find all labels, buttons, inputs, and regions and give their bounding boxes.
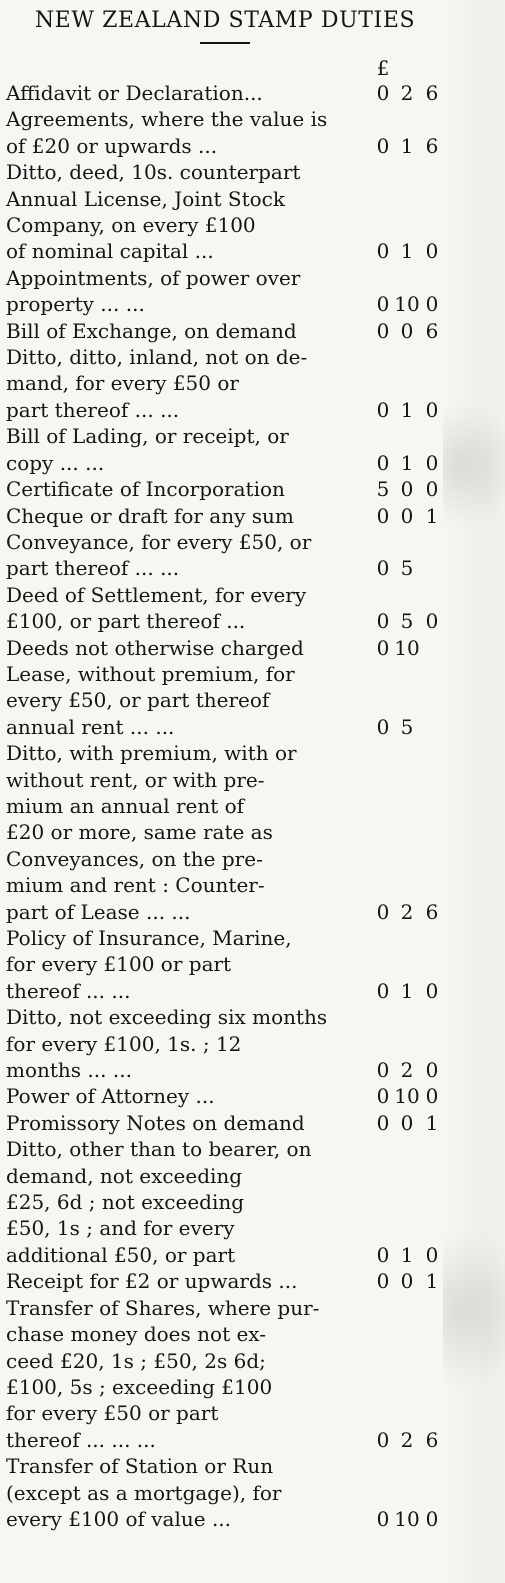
row-shillings: 5 [400,556,414,581]
table-rows [6,80,444,1532]
table-row [6,423,444,476]
row-pence: 1 [425,1269,439,1294]
table-row [6,925,444,1004]
table-row [6,1268,444,1294]
row-pence: 6 [425,318,439,343]
table-row [6,1083,444,1109]
row-shillings: 1 [400,239,414,264]
row-description: Lease, without premium, for every £50, or part thereof annual rent ... ... [6,661,295,739]
row-pounds: 0 [376,635,390,660]
row-description: Annual License, Joint Stock Company, on every £100 of nominal capital ... [6,186,286,264]
table-row [6,1136,444,1268]
row-pounds: 0 [376,978,390,1003]
row-shillings: 1 [400,133,414,158]
table-row [6,1453,444,1532]
document-page [6,6,444,1532]
row-pence: 6 [425,133,439,158]
row-shillings: 1 [400,978,414,1003]
row-pounds: 0 [376,1269,390,1294]
row-shillings: 10 [394,1084,420,1109]
row-description: Ditto, not exceeding six months for every £100, 1s. ; 12 months ... ... [6,1005,328,1083]
table-row [6,529,444,582]
row-shillings: 5 [400,609,414,634]
row-pence: 0 [425,477,439,502]
row-pence: 0 [425,609,439,634]
table-row [6,1110,444,1136]
table-row [6,1004,444,1083]
row-description: Ditto, with premium, with or without rent, or with pre- mium an annual rent of £20 or more, same rate as Conveyances, on the pre- mium and rent : Counter- part of Lease ... ... [6,741,297,924]
row-shillings: 1 [400,397,414,422]
row-description: Promissory Notes on demand [6,1110,305,1135]
row-pounds: 0 [376,81,390,105]
row-shillings: 0 [400,1269,414,1294]
row-shillings: 1 [400,450,414,475]
row-pence: 0 [425,1242,439,1267]
table-row [6,1295,444,1453]
table-header [6,56,444,80]
row-description: Deed of Settlement, for every £100, or part thereof ... [6,582,307,634]
row-pence: 0 [425,397,439,422]
ink-smudge [443,385,505,545]
row-pounds: 0 [376,1242,390,1267]
ink-smudge [443,1205,505,1415]
table-row [6,582,444,635]
table-row [6,344,444,423]
row-shillings: 0 [400,503,414,528]
row-pence: 6 [425,1427,439,1452]
header-spacer [6,56,372,80]
row-shillings: 0 [400,318,414,343]
row-pounds: 0 [376,1058,390,1083]
table-row [6,80,444,106]
row-pence: 0 [425,1506,439,1531]
row-shillings: 10 [394,635,420,660]
row-pence: 0 [425,978,439,1003]
stamp-duties-table [6,56,444,1532]
table-row [6,476,444,502]
row-description: Agreements, where the value is of £20 or upwards ... [6,107,328,158]
row-pounds: 0 [376,609,390,634]
row-pence: 0 [425,1084,439,1109]
row-description: Deeds not otherwise charged [6,635,304,660]
row-description: Certificate of Incorporation [6,477,285,502]
row-shillings: 10 [394,292,420,317]
row-pence: 6 [425,899,439,924]
row-shillings: 2 [400,1427,414,1452]
row-description: Ditto, other than to bearer, on demand, not exceeding £25, 6d ; not exceeding £50, 1s ; and for every additional £50, or part [6,1137,312,1267]
row-description: Policy of Insurance, Marine, for every £100 or part thereof ... ... [6,926,292,1003]
row-description: Conveyance, for every £50, or part thereof ... ... [6,529,312,581]
row-pence: 6 [425,81,439,105]
row-pounds: 0 [376,556,390,581]
row-description: Ditto, ditto, inland, not on de- mand, for every £50 or part thereof ... ... [6,345,308,422]
row-description: Power of Attorney ... [6,1084,215,1109]
row-pence: 1 [425,1110,439,1135]
row-pounds: 0 [376,239,390,264]
row-description: Transfer of Station or Run (except as a mortgage), for every £100 of value ... [6,1454,282,1531]
table-row [6,265,444,318]
page-title: NEW ZEALAND STAMP DUTIES [34,8,416,33]
row-shillings: 0 [400,477,414,502]
row-shillings: 0 [400,1110,414,1135]
table-row [6,503,444,529]
header-spacer-3 [420,56,444,80]
row-description: Transfer of Shares, where pur- chase money does not ex- ceed £20, 1s ; £50, 2s 6d; £100, 5s ; exceeding £100 for every £50 or part thereof ... ... ... [6,1295,320,1452]
table-row [6,106,444,159]
currency-header: £ [376,56,390,80]
row-pounds: 0 [376,397,390,422]
row-pence: 0 [425,1058,439,1083]
row-description: Cheque or draft for any sum [6,503,294,528]
table-row [6,661,444,740]
row-pounds: 0 [376,1427,390,1452]
row-shillings: 2 [400,81,414,105]
table-row [6,318,444,344]
row-pence: 0 [425,292,439,317]
row-pence: 0 [425,450,439,475]
row-pounds: 0 [376,899,390,924]
row-shillings: 2 [400,899,414,924]
row-pounds: 0 [376,292,390,317]
row-pounds: 0 [376,318,390,343]
row-description: Affidavit or Declaration... [6,81,263,105]
row-pounds: 0 [376,133,390,158]
row-description: Appointments, of power over property ... ... [6,265,301,317]
title-rule [200,42,250,44]
row-shillings: 10 [394,1506,420,1531]
row-pounds: 5 [376,477,390,502]
table-row [6,740,444,925]
table-row [6,159,444,185]
row-pounds: 0 [376,503,390,528]
row-description: Bill of Exchange, on demand [6,318,297,343]
row-shillings: 5 [400,714,414,739]
row-pounds: 0 [376,1110,390,1135]
row-pounds: 0 [376,1506,390,1531]
row-pence: 0 [425,239,439,264]
row-description: Receipt for £2 or upwards ... [6,1269,298,1294]
row-pence: 1 [425,503,439,528]
row-description: Ditto, deed, 10s. counterpart [6,160,301,185]
row-pounds: 0 [376,450,390,475]
table-row [6,635,444,661]
row-shillings: 1 [400,1242,414,1267]
row-pounds: 0 [376,714,390,739]
row-pounds: 0 [376,1084,390,1109]
header-spacer-2 [394,56,420,80]
row-description: Bill of Lading, or receipt, or copy ... ... [6,424,289,475]
table-row [6,186,444,265]
row-shillings: 2 [400,1058,414,1083]
